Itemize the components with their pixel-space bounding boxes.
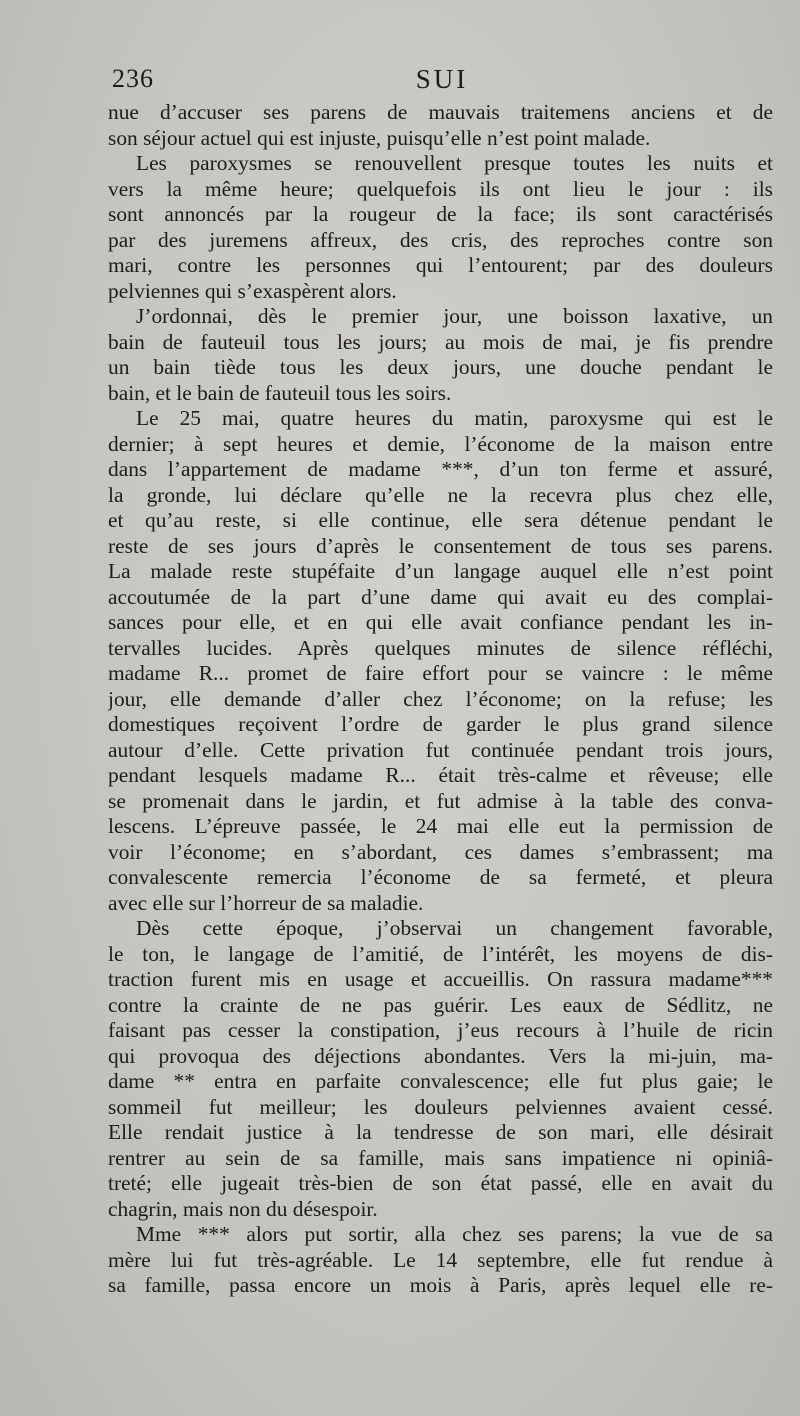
- text-line: qui provoqua des déjections abondantes. Vers la mi-juin, ma-: [108, 1043, 773, 1068]
- text-line: Mme *** alors put sortir, alla chez ses parens; la vue de sa: [136, 1222, 773, 1246]
- text-line: Elle rendait justice à la tendresse de son mari, elle désirait: [108, 1120, 773, 1144]
- text-line: et qu’au reste, si elle continue, elle sera détenue pendant le: [108, 508, 773, 532]
- text-line: pelviennes qui s’exaspèrent alors.: [108, 278, 397, 303]
- text-line: sances pour elle, et en qui elle avait confiance pendant les in-: [108, 610, 773, 634]
- text-line: bain, et le bain de fauteuil tous les soirs.: [108, 380, 452, 405]
- page-header: [112, 64, 772, 100]
- text-line: un bain tiède tous les deux jours, une douche pendant le: [108, 355, 773, 379]
- text-line: nue d’accuser ses parens de mauvais traitemens anciens et de: [108, 100, 773, 124]
- text-line: sa famille, passa encore un mois à Paris, après lequel elle re-: [108, 1273, 773, 1297]
- text-line: J’ordonnai, dès le premier jour, une boisson laxative, un: [136, 304, 773, 328]
- text-line: reste de ses jours d’après le consentement de tous ses parens.: [108, 533, 773, 558]
- text-line: dame ** entra en parfaite convalescence; elle fut plus gaie; le: [108, 1069, 773, 1093]
- text-line: le ton, le langage de l’amitié, de l’intérêt, les moyens de dis-: [108, 941, 773, 966]
- text-line: traction furent mis en usage et accueillis. On rassura madame***: [108, 967, 773, 991]
- text-line: La malade reste stupéfaite d’un langage auquel elle n’est point: [108, 559, 773, 583]
- text-line: bain de fauteuil tous les jours; au mois de mai, je fis prendre: [108, 329, 773, 354]
- text-line: Dès cette époque, j’observai un changement favorable,: [136, 916, 773, 940]
- text-line: pendant lesquels madame R... était très-calme et rêveuse; elle: [108, 763, 773, 787]
- text-line: se promenait dans le jardin, et fut admise à la table des conva-: [108, 788, 773, 813]
- text-line: madame R... promet de faire effort pour se vaincre : le même: [108, 661, 773, 685]
- text-line: par des juremens affreux, des cris, des reproches contre son: [108, 227, 773, 252]
- page-number: 236: [112, 64, 154, 93]
- text-line: domestiques reçoivent l’ordre de garder le plus grand silence: [108, 712, 773, 736]
- text-line: accoutumée de la part d’une dame qui avait eu des complai-: [108, 584, 773, 609]
- text-line: rentrer au sein de sa famille, mais sans impatience ni opiniâ-: [108, 1145, 773, 1170]
- text-line: Les paroxysmes se renouvellent presque toutes les nuits et: [136, 151, 773, 175]
- text-line: vers la même heure; quelquefois ils ont lieu le jour : ils: [108, 176, 773, 201]
- body-text: [108, 100, 773, 1299]
- text-line: mari, contre les personnes qui l’entourent; par des douleurs: [108, 253, 773, 277]
- text-line: chagrin, mais non du désespoir.: [108, 1196, 378, 1221]
- text-line: lescens. L’épreuve passée, le 24 mai elle eut la permission de: [108, 814, 773, 838]
- text-line: avec elle sur l’horreur de sa maladie.: [108, 890, 424, 915]
- text-line: mère lui fut très-agréable. Le 14 septembre, elle fut rendue à: [108, 1247, 773, 1272]
- text-line: son séjour actuel qui est injuste, puisqu’elle n’est point malade.: [108, 125, 651, 150]
- text-line: sont annoncés par la rougeur de la face; ils sont caractérisés: [108, 202, 773, 226]
- text-line: sommeil fut meilleur; les douleurs pelviennes avaient cessé.: [108, 1094, 773, 1119]
- text-line: convalescente remercia l’économe de sa fermeté, et pleura: [108, 865, 773, 889]
- text-line: tervalles lucides. Après quelques minutes de silence réfléchi,: [108, 635, 773, 660]
- text-line: jour, elle demande d’aller chez l’économe; on la refuse; les: [108, 686, 773, 711]
- text-line: contre la crainte de ne pas guérir. Les eaux de Sédlitz, ne: [108, 992, 773, 1017]
- text-line: treté; elle jugeait très-bien de son état passé, elle en avait du: [108, 1171, 773, 1195]
- text-line: faisant pas cesser la constipation, j’eus recours à l’huile de ricin: [108, 1018, 773, 1042]
- text-line: la gronde, lui déclare qu’elle ne la recevra plus chez elle,: [108, 482, 773, 507]
- running-head: SUI: [415, 64, 469, 94]
- text-line: autour d’elle. Cette privation fut continuée pendant trois jours,: [108, 737, 773, 762]
- text-line: Le 25 mai, quatre heures du matin, paroxysme qui est le: [136, 406, 773, 430]
- text-line: dernier; à sept heures et demie, l’économe de la maison entre: [108, 431, 773, 456]
- text-line: voir l’économe; en s’abordant, ces dames s’embrassent; ma: [108, 839, 773, 864]
- text-line: dans l’appartement de madame ***, d’un ton ferme et assuré,: [108, 457, 773, 481]
